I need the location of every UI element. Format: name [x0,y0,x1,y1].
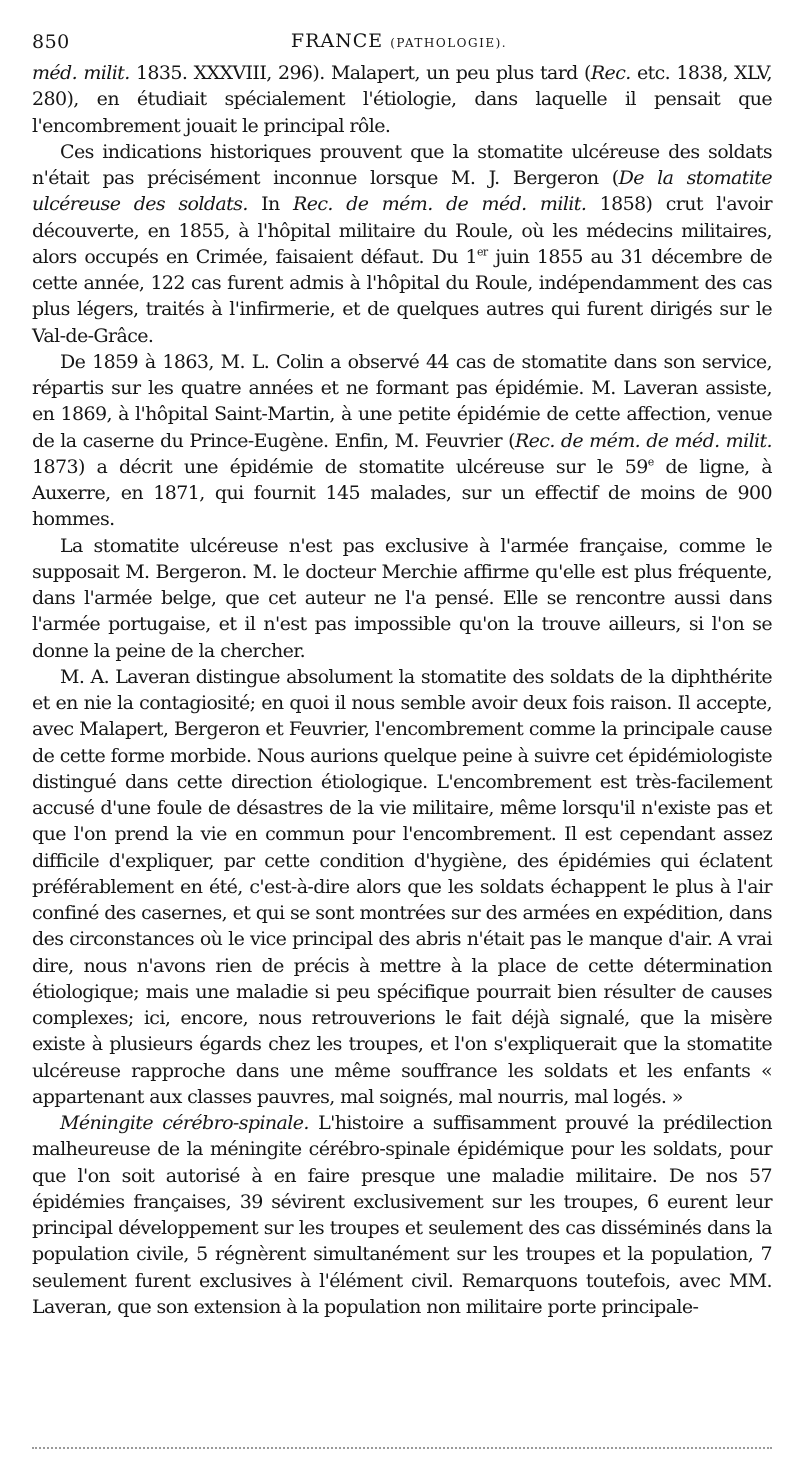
paragraph-text: In [247,193,294,216]
citation-title: méd. milit. [32,62,130,84]
paragraph-4: La stomatite ulcéreuse n'est pas exclusive à l'armée française, comme le supposait M. Bergeron. M. le docteur Merchie affirme qu'elle est plus fréquente, dans l'armée belge, que cet auteur ne l'a pensé. Elle se rencontre aussi dans l'armée portugaise, et il n'est pas impossible qu'on la trouve ailleurs, si l'on se donne la peine de la chercher. [32,534,772,662]
paragraph-text: de ligne, à Auxerre, en 1871, qui fournit 145 malades, sur un effectif de moins de 900 hommes. [32,455,772,531]
paragraph-text: etc. 1838, XLV, 280), en étudiait spécialement l'étiologie, dans laquelle il pensait que l'encombrement jouait le principal rôle. [32,62,772,137]
paragraph-text: L'histoire a suffisamment prouvé la prédilection malheureuse de la méningite cérébro-spinale épidémique pour les soldats, pour que l'on soit autorisé à en faire presque une maladie militaire. De nos 57 épidémies françaises, 39 sévirent exclusivement sur les troupes, 6 eurent leur principal développement sur les troupes et seulement des cas disséminés dans la population civile, 5 régnèrent simultanément sur les troupes et la population, 7 seulement furent exclusives à l'élément civil. Remarquons toutefois, avec MM. Laveran, que son extension à la population non militaire porte principale- [32,1112,772,1318]
paragraph-text: 1835. XXXVIII, 296). Malapert, un peu plus tard ( [129,62,591,84]
paragraph-text: De 1859 à 1863, M. L. Colin a observé 44 cas de stomatite dans son service, répartis sur les quatre années et ne formant pas épidémie. M. Laveran assiste, en 1869, à l'hôpital Saint-Martin, à une petite épidémie de cette affection, venue de la caserne du Prince-Eugène. Enfin, M. Feuvrier ( [32,350,772,452]
citation-title: Rec. de mém. de méd. milit. [293,193,587,216]
section-heading: Méningite cérébro-spinale. [60,1112,309,1134]
paragraph-text: 1858) crut l'avoir découverte, en 1855, à l'hôpital militaire du Roule, où les médecins militaires, alors occupés en Crimée, faisaient défaut. Du 1 [32,193,773,268]
page-number: 850 [32,31,70,53]
running-title-main: FRANCE [290,30,384,52]
paragraph-text: Ces indications historiques prouvent que la stomatite ulcéreuse des soldats n'était pas précisément inconnue lorsque M. J. Bergeron ( [32,140,772,189]
paragraph-text: juin 1855 au 31 décembre de cette année, 122 cas furent admis à l'hôpital du Roule, indépendamment des cas plus légers, traités à l'infirmerie, et de quelques autres qui furent dirigés sur le Val-de-Grâce. [32,245,772,347]
superscript: e [647,455,654,469]
paragraph-1 [32,60,772,139]
running-title [32,30,766,52]
paragraph-3 [32,349,772,533]
citation-title: De la stomatite ulcéreuse des soldats. [32,167,772,216]
paragraph-6 [32,1110,772,1320]
body-text [32,60,772,1320]
citation-title: Rec. [590,62,631,84]
page-header [32,27,766,57]
paragraph-2 [32,139,772,349]
paragraph-text: 1873) a décrit une épidémie de stomatite ulcéreuse sur le 59 [32,455,648,478]
superscript: er [476,245,488,259]
paragraph-5: M. A. Laveran distingue absolument la stomatite des soldats de la diphthérite et en nie la contagiosité; en quoi il nous semble avoir deux fois raison. Il accepte, avec Malapert, Bergeron et Feuvrier, l'encombrement comme la principale cause de cette forme morbide. Nous aurions quelque peine à suivre cet épidémiologiste distingué dans cette direction étiologique. L'encombrement est très-facilement accusé d'une foule de désastres de la vie militaire, même lorsqu'il n'existe pas et que l'on prend la vie en commun pour l'encombrement. Il est cependant assez difficile d'expliquer, par cette condition d'hygiène, des épidémies qui éclatent préférablement en été, c'est-à-dire alors que les soldats échappent le plus à l'air confiné des casernes, et qui se sont montrées sur des armées en expédition, dans des circonstances où le vice principal des abris n'était pas le manque d'air. A vrai dire, nous n'avons rien de précis à mettre à la place de cette détermination étiologique; mais une maladie si peu spécifique pourrait bien résulter de causes complexes; ici, encore, nous retrouverions le fait déjà signalé, que la misère existe à plusieurs égards chez les troupes, et l'on s'expliquerait que la stomatite ulcéreuse rapproche dans une même souffrance les soldats et les enfants « appartenant aux classes pauvres, mal soignés, mal nourris, mal logés. » [32,665,772,1108]
running-title-sub: (PATHOLOGIE). [390,36,508,50]
footer-rule [32,1447,772,1449]
citation-title: Rec. de mém. de méd. milit. [514,429,772,452]
